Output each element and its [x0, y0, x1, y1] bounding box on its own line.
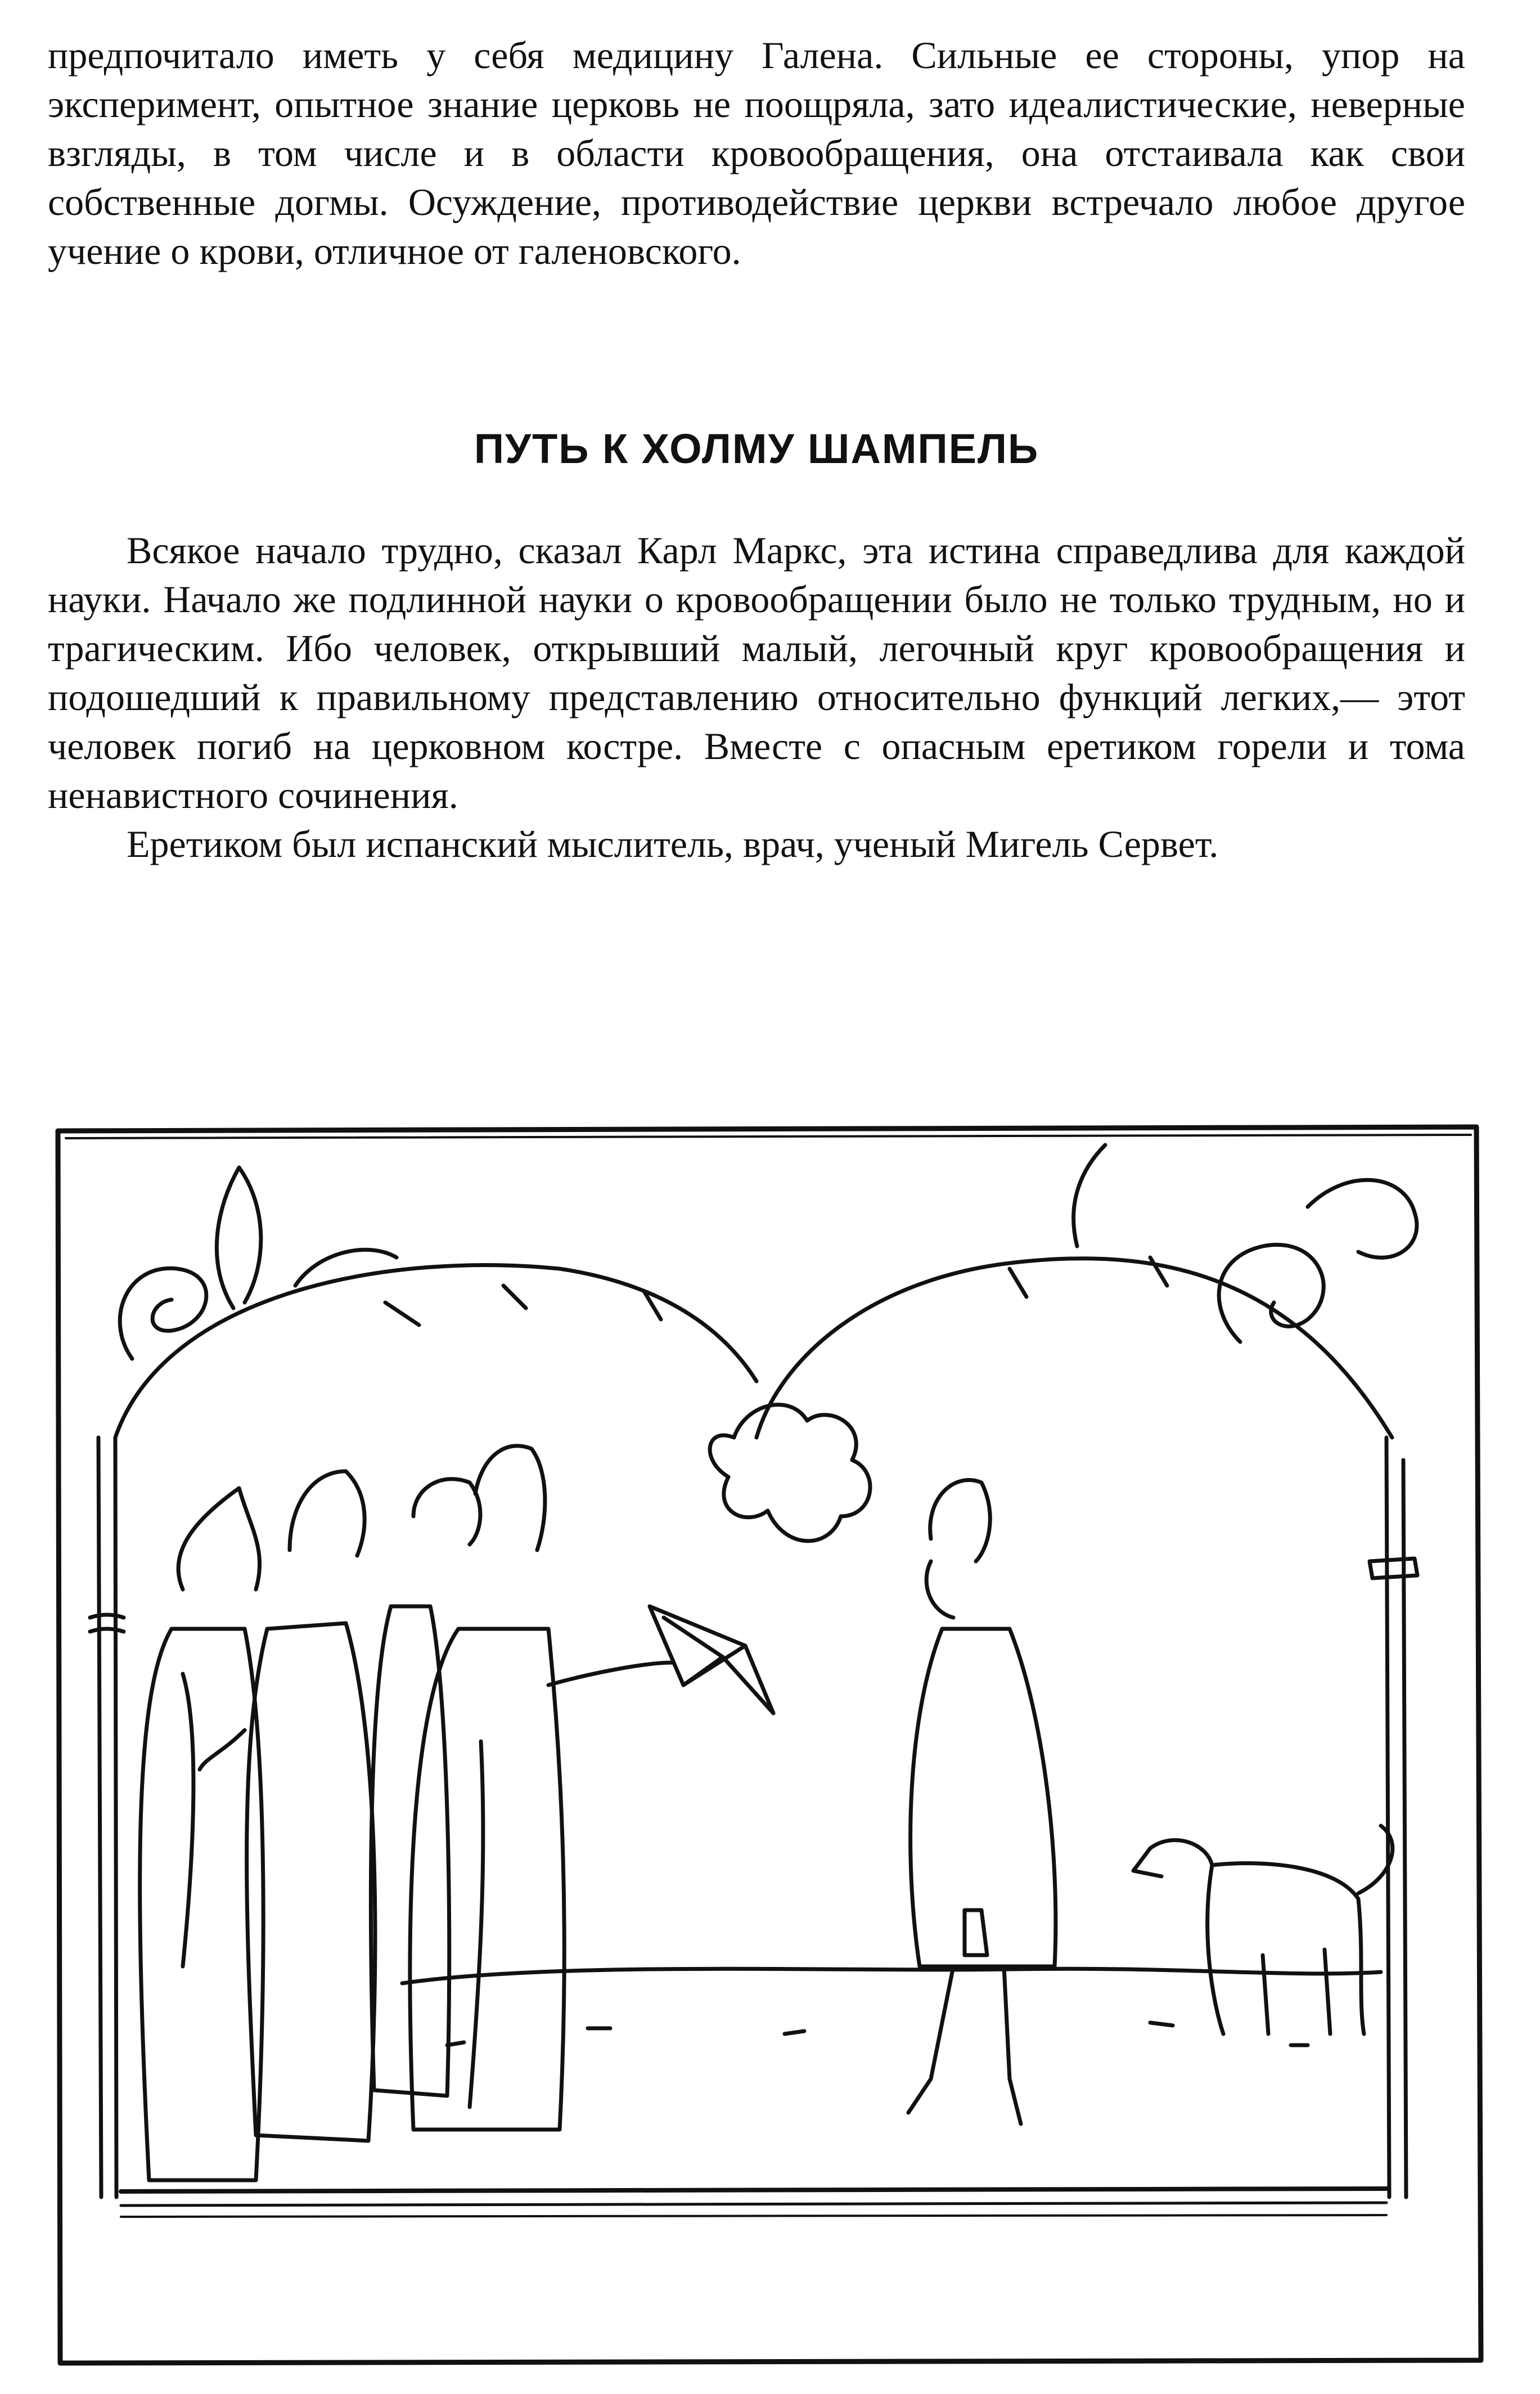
left-pillar [90, 1438, 124, 2197]
vine-arches [115, 1145, 1417, 1541]
ground [121, 1969, 1386, 2217]
intro-paragraph-block [48, 31, 1465, 276]
paragraph-1: Всякое начало трудно, сказал Карл Маркс, эта истина справедлива для каждой науки. Начало же подлинной науки о кровообращении было не только трудным, но и трагическим. Ибо человек, открывший малый, легочный круг кровообращения и подошедший к правильному представлению относительно функций легких,— этот человек погиб на церковном костре. Вместе с опасным еретиком горели и тома ненавистного сочинения. [48, 529, 1465, 816]
woodcut-illustration [53, 1122, 1485, 2369]
paragraph-2: Еретиком был испанский мыслитель, врач, ученый Мигель Сервет. [127, 823, 1219, 865]
right-pillar [1370, 1438, 1417, 2197]
open-book [650, 1606, 773, 1713]
walking-man [908, 1480, 1056, 2124]
frame [58, 1127, 1481, 2363]
intro-paragraph: предпочитало иметь у себя медицину Галена. Сильные ее стороны, упор на эксперимент, опытное знание церковь не поощряла, зато идеалистические, неверные взгляды, в том числе и в области кровообращения, она отстаивала как свои собственные догмы. Осуждение, противодействие церкви встречало любое другое учение о крови, отличное от галеновского. [48, 34, 1465, 272]
group-of-scholars [140, 1446, 672, 2180]
dog [1133, 1826, 1393, 2034]
woodcut-drawing [53, 1122, 1485, 2369]
body-text-block [48, 526, 1465, 869]
section-title: ПУТЬ К ХОЛМУ ШАМПЕЛЬ [474, 425, 1039, 472]
